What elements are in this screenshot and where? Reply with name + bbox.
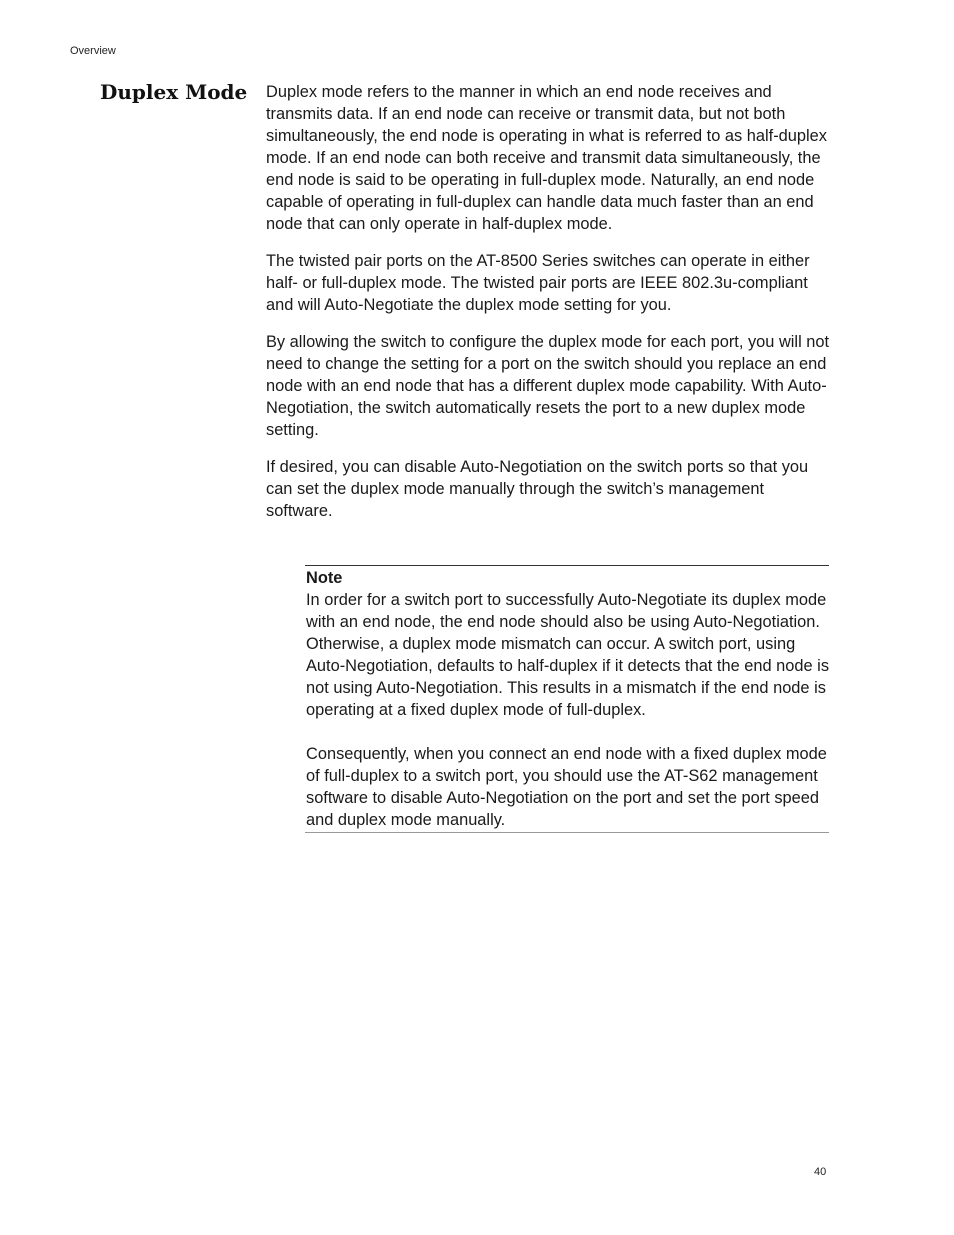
paragraph: Duplex mode refers to the manner in which an end node receives and transmits data. If an end node can receive or transmit data, but not both simultaneously, the end node is operating in what is referred to as half-duplex mode. If an end node can both receive and transmit data simultaneously, the end node is said to be operating in full-duplex mode. Naturally, an end node capable of operating in full-duplex can handle data much faster than an end node that can only operate in half-duplex mode. (266, 83, 827, 233)
paragraph: By allowing the switch to configure the duplex mode for each port, you will not need to change the setting for a port on the switch should you replace an end node with an end node that has a different duplex mode capability. With Auto-Negotiation, the switch automatically resets the port to a new duplex mode setting. (266, 333, 830, 439)
paragraph: If desired, you can disable Auto-Negotiation on the switch ports so that you can set the duplex mode manually through the switch’s management software. (266, 458, 809, 520)
note-title: Note (306, 569, 343, 587)
note-paragraph: In order for a switch port to successfully Auto-Negotiate its duplex mode with an end node, the end node should also be using Auto-Negotiation. Otherwise, a duplex mode mismatch can occur. A switch port, using Auto-Negotiation, defaults to half-duplex if it detects that the end node is not using Auto-Negotiation. This results in a mismatch if the end node is operating at a fixed duplex mode of full-duplex. (306, 591, 830, 719)
page-number: 40 (814, 1166, 827, 1178)
note-box (305, 565, 829, 833)
running-header: Overview (70, 45, 116, 57)
section-title: Duplex Mode (100, 80, 248, 104)
body-text (266, 81, 834, 537)
note-paragraph: Consequently, when you connect an end node with a fixed duplex mode of full-duplex to a switch port, you should use the AT-S62 management software to disable Auto-Negotiation on the port and set the port speed and duplex mode manually. (306, 745, 827, 829)
paragraph: The twisted pair ports on the AT-8500 Series switches can operate in either half- or full-duplex mode. The twisted pair ports are IEEE 802.3u-compliant and will Auto-Negotiate the duplex mode setting for you. (266, 252, 810, 314)
